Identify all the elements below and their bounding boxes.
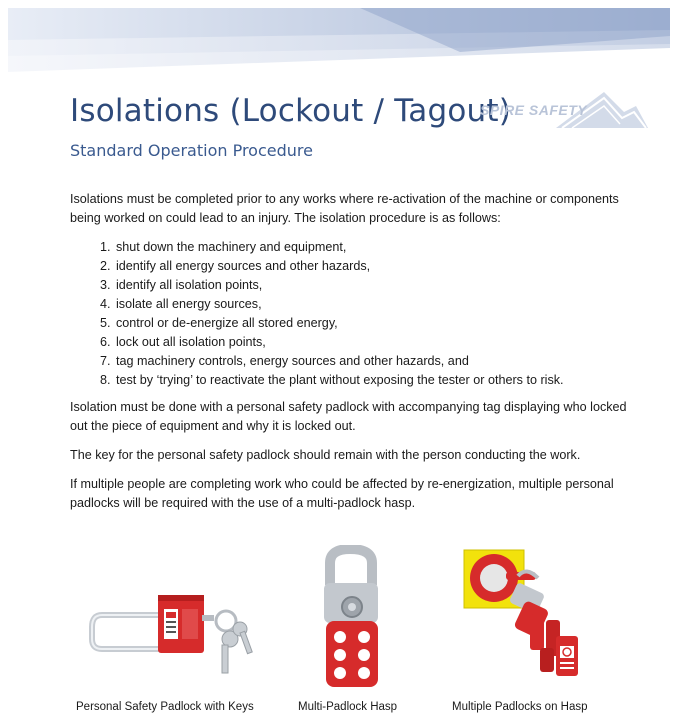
list-item: 5. control or de-energize all stored energy, bbox=[114, 314, 630, 333]
header-banner bbox=[0, 0, 679, 78]
document-body bbox=[70, 190, 630, 523]
intro-paragraph: Isolations must be completed prior to any works where re-activation of the machine or components being worked on could lead to an injury. The isolation procedure is as follows: bbox=[70, 192, 619, 225]
padlock-with-keys-image bbox=[88, 585, 258, 685]
page-title: Isolations (Lockout / Tagout) bbox=[70, 93, 511, 129]
list-item: 2. identify all energy sources and other hazards, bbox=[114, 257, 630, 276]
list-item: 6. lock out all isolation points, bbox=[114, 333, 630, 352]
multi-padlock-hasp-image bbox=[320, 545, 384, 690]
padlock-paragraph: Isolation must be done with a personal safety padlock with accompanying tag displaying who locked out the piece of equipment and why it is locked out. bbox=[70, 400, 627, 433]
key-paragraph: The key for the personal safety padlock should remain with the person conducting the work. bbox=[70, 448, 581, 462]
list-item: 8. test by ‘trying’ to reactivate the plant without exposing the tester or others to risk. bbox=[114, 371, 630, 390]
logo-text: SPIRE SAFETY bbox=[480, 102, 588, 118]
list-item: 4. isolate all energy sources, bbox=[114, 295, 630, 314]
page-subtitle: Standard Operation Procedure bbox=[70, 141, 313, 160]
list-item: 7. tag machinery controls, energy sources and other hazards, and bbox=[114, 352, 630, 371]
procedure-steps bbox=[70, 238, 630, 390]
multiple-padlocks-on-hasp-image bbox=[460, 548, 600, 693]
hasp-caption: Multi-Padlock Hasp bbox=[298, 701, 398, 713]
multiple-people-paragraph: If multiple people are completing work who could be affected by re-energization, multiple personal padlocks will be required with the use of a multi-padlock hasp. bbox=[70, 477, 614, 510]
list-item: 1. shut down the machinery and equipment, bbox=[114, 238, 630, 257]
multi-padlocks-caption: Multiple Padlocks on Hasp bbox=[452, 701, 588, 713]
list-item: 3. identify all isolation points, bbox=[114, 276, 630, 295]
padlock-caption: Personal Safety Padlock with Keys bbox=[76, 701, 254, 713]
